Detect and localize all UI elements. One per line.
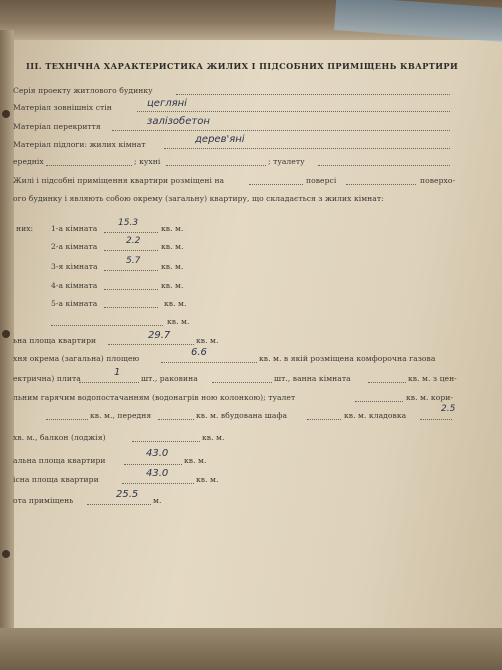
stove-label: ектрична) плита (13, 374, 81, 383)
total-area-unit: кв. м. (184, 456, 207, 465)
rooms-total-value: 25.5 (116, 489, 139, 500)
useful-area-value: 43.0 (146, 468, 169, 479)
series-label: Серія проекту житлового будинку (13, 86, 153, 95)
photo-background-bottom (0, 628, 502, 670)
balcony-unit: кв. м. (202, 433, 225, 442)
living-area-value: 29.7 (148, 330, 171, 341)
wall-material-label: Матеріал зовнішніх стін (13, 103, 112, 112)
location-floor-label: поверсі (306, 176, 337, 185)
corridor-label: кв. м. кори- (406, 393, 453, 402)
sink-label: шт., раковина (141, 374, 198, 383)
bath-suffix: кв. м. з цен- (408, 374, 457, 383)
ceiling-material-handwritten: залізобетон (147, 116, 210, 127)
room4-unit: кв. м. (161, 281, 184, 290)
location-text-1: Жилі і підсобні приміщення квартири розміщені на (13, 176, 225, 185)
storage-label: кв. м. кладовка (344, 411, 407, 420)
total-area-value: 43.0 (146, 448, 169, 459)
floor-material-handwritten: дерев'яні (195, 134, 245, 145)
hall-label: ередніх (13, 157, 44, 166)
living-area-label: ьна площа квартири (13, 336, 97, 345)
room3-unit: кв. м. (161, 262, 184, 271)
room4-label: 4-а кімната (51, 281, 98, 290)
room2-label: 2-а кімната (51, 242, 98, 251)
binding-edge (0, 30, 14, 670)
kitchen-area-value: 6.6 (191, 347, 207, 358)
room3-value: 5.7 (126, 256, 141, 266)
living-area-unit: кв. м. (196, 336, 219, 345)
room5-label: 5-а кімната (51, 299, 98, 308)
room1-label: 1-а кімната (51, 224, 98, 233)
useful-area-label: існа площа квартири (13, 475, 99, 484)
total-area-label: альна площа квартири (13, 456, 106, 465)
room5-unit: кв. м. (164, 299, 187, 308)
section-title: ІІІ. ТЕХНІЧНА ХАРАКТЕРИСТИКА ЖИЛИХ І ПІДСОБНИХ ПРИМІЩЕНЬ КВАРТИРИ (26, 61, 459, 71)
balcony-label: хв. м., балкон (лоджія) (13, 433, 106, 442)
hot-water-text: льним гарячим водопостачанням (водонагрів ною колонкою); туалет (13, 393, 296, 402)
rooms-prefix: них: (16, 224, 34, 233)
toilet-label: ; туалету (268, 157, 305, 166)
storage-value: 2.5 (441, 404, 456, 414)
stove-value: 1 (114, 367, 121, 378)
bath-label: шт., ванна кімната (274, 374, 351, 383)
wardrobe-label: кв. м. вбудована шафа (196, 411, 288, 420)
photo-background-top (0, 0, 502, 40)
kitchen-label: ; кухні (134, 157, 161, 166)
hall-area-label: кв. м., передня (90, 411, 152, 420)
useful-area-unit: кв. м. (196, 475, 219, 484)
ceiling-material-label: Матеріал перекриття (13, 122, 101, 131)
room2-value: 2.2 (126, 236, 141, 246)
room1-value: 15.3 (118, 218, 139, 228)
location-storey-label: поверхо- (420, 176, 456, 185)
room2-unit: кв. м. (161, 242, 184, 251)
room3-label: 3-я кімната (51, 262, 98, 271)
rooms-total-unit: м. (153, 496, 162, 505)
wall-material-handwritten: цегляні (147, 98, 187, 109)
room1-unit: кв. м. (161, 224, 184, 233)
location-text-2: ого будинку і являють собою окрему (загальну) квартиру, що складається з жилих кімнат: (13, 194, 384, 203)
kitchen-area-suffix: кв. м. в якій розміщена комфорочна газова (259, 354, 436, 363)
kitchen-area-label: хня окрема (загальна) площею (13, 354, 140, 363)
rooms-total-label: ота приміщень (13, 496, 74, 505)
room-extra-unit: кв. м. (167, 317, 190, 326)
floor-material-label: Матеріал підлоги: жилих кімнат (13, 140, 146, 149)
